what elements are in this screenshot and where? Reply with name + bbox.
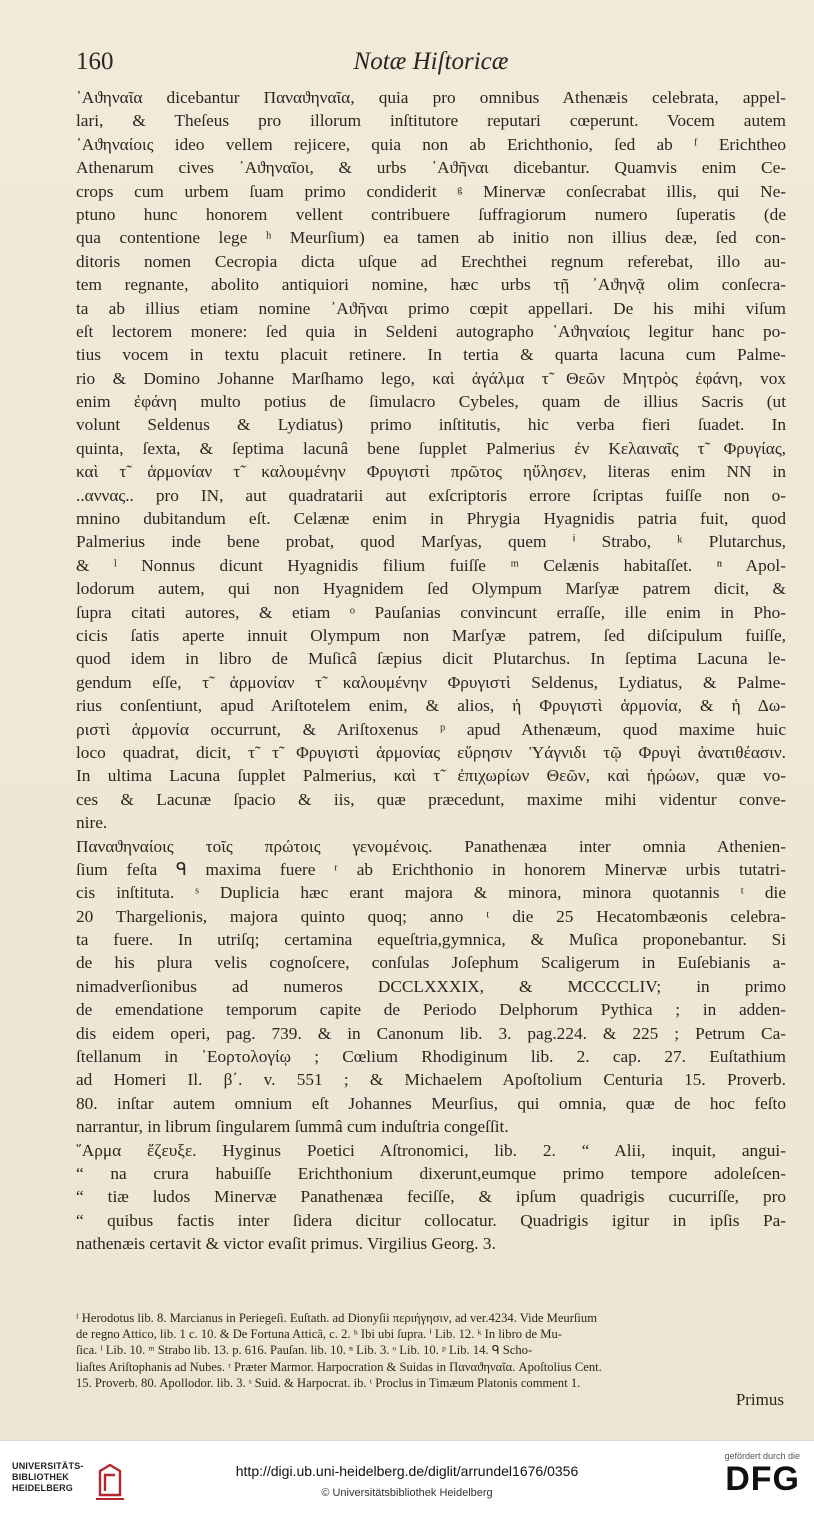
text-line: cicis ſatis aperte innuit Olympum non Marſyæ patrem, ſed diſcipulum fuiſſe, <box>76 625 786 645</box>
footnote-line: de regno Attico, lib. 1 c. 10. & De Fortuna Atticâ, c. 2. ʰ Ibi ubi ſupra. ⁱ Lib. 12. ᵏ In libro de Mu- <box>76 1327 562 1342</box>
text-line: enim ἐφάνη multo potius de ſimulacro Cybeles, quam de illius Sacris (ut <box>76 392 786 412</box>
text-line: ſtellanum in ᾿Εορτολογίῳ ; Cœlium Rhodiginum lib. 2. cap. 27. Euſtathium <box>76 1047 786 1067</box>
text-line: loco quadrat, dicit, τ̃ τ̃ Φρυγιστὶ ἁρμονίας εὕρησιν Ὑάγνιδι τῷ Φρυγὶ ἀνατιθέασιν. <box>76 742 786 762</box>
text-line: Athenarum cives ᾿Αϑηναῖοι, & urbs ᾿Αϑῆναι dicebantur. Quamvis enim Ce- <box>76 158 786 178</box>
text-line: de his plura velis cognoſcere, conſulas Joſephum Scaligerum in Euſebianis a- <box>76 953 786 973</box>
text-line: lodorum autem, qui non Hyagnidem ſed Olympum Marſyæ patrem dicit, & <box>76 579 786 599</box>
text-line: & ˡ Nonnus dicunt Hyagnidis filium fuiſſe ᵐ Celænis habitaſſet. ⁿ Apol- <box>76 555 786 575</box>
text-line: In ultima Lacuna ſupplet Palmerius, καὶ τ̃ ἐπιχωρίων Θεῶν, καὶ ἡρώων, quæ vo- <box>76 766 786 786</box>
text-line: ſupra citati autores, & etiam ᵒ Pauſanias convincunt erraſſe, ille enim in Pho- <box>76 602 786 622</box>
text-line: nimadverſionibus ad numeros DCCLXXXIX, & MCCCCLIV; in primo <box>76 976 786 996</box>
text-line: quod idem in libro de Muſicâ ſæpius dicit Plutarchus. In ſeptima Lacuna le- <box>76 649 786 669</box>
text-line: 20 Thargelionis, majora quinto quoq; anno ᵗ die 25 Hecatombæonis celebra- <box>76 906 786 926</box>
text-line: ..αννας.. pro IN, aut quadratarii aut exſcriptoris errore ſcriptas fuiſſe non o- <box>76 485 786 505</box>
text-line: rio & Domino Johanne Marſhamo lego, καὶ ἀγάλμα τ̃ Θεῶν Μητρὸς ἐφάνη, vox <box>76 368 786 388</box>
text-line: ῞Αρμα ἔζευξε. Hyginus Poetici Aſtronomici, lib. 2. “ Alii, inquit, angui- <box>76 1140 786 1160</box>
copyright-notice: © Universitätsbibliothek Heidelberg <box>321 1487 493 1499</box>
text-line: ᾿Αϑηναῖα dicebantur Παναϑηναῖα, quia pro omnibus Athenæis celebrata, appel- <box>76 88 786 107</box>
text-line: ριστὶ ἁρμονία occurrunt, & Ariſtoxenus ᵖ apud Athenæum, quod maxime huic <box>76 719 786 739</box>
text-line: καὶ τ̃ ἁρμονίαν τ̃ καλουμένην Φρυγιστὶ πρῶτος ηὔλησεν, literas enim NN in <box>76 462 786 482</box>
text-line: ptuno hunc honorem vellent contribuere ſuffragiorum numero ſuperatis (de <box>76 204 786 224</box>
text-line: ᾿Αϑηναίοις ideo vellem rejicere, quia non ab Erichthonio, ſed ab ᶠ Erichtheo <box>76 134 786 154</box>
text-line: rius conſentiunt, apud Ariſtotelem enim, & alios, ἡ Φρυγιστὶ ἁρμονία, & ἡ Δω- <box>76 696 786 716</box>
footnotes <box>76 1310 786 1391</box>
catchword: Primus <box>735 1390 784 1409</box>
text-line: ditoris nomen Cecropia dicta uſque ad Erechthei regnum referebat, illo au- <box>76 251 786 271</box>
text-line: lari, & Theſeus pro illorum inſtitutore reputari cœperunt. Vocem autem <box>76 111 786 131</box>
text-line: ta fuere. In utriſq; certamina equeſtria,gymnica, & Muſica proponebantur. Si <box>76 930 786 950</box>
footnote-line: ᶠ Herodotus lib. 8. Marcianus in Periegeſi. Euſtath. ad Dionyſii περιήγησιν, ad ver.4234. Vide Meurſium <box>76 1311 598 1325</box>
dfg-wordmark: DFG <box>725 1460 800 1498</box>
text-line: 80. inſtar autem omnium eſt Johannes Meurſius, qui omnia, quæ de hoc feſto <box>76 1093 786 1113</box>
text-line: cis inſtituta. ˢ Duplicia hæc erant majora & minora, minora quotannis ᵗ die <box>76 883 786 903</box>
text-line: quinta, ſexta, & ſeptima lacunâ bene ſupplet Palmerius ἐν Κελαιναῖς τ̃ Φρυγίας, <box>76 438 786 458</box>
page-url-link[interactable]: http://digi.ub.uni-heidelberg.de/diglit/arrundel1676/0356 <box>235 1463 579 1479</box>
page-header <box>76 48 786 82</box>
page-number: 160 <box>76 48 114 75</box>
text-line: mnino dubitandum eſt. Celænæ enim in Phrygia Hyagnidis patria fuit, quod <box>76 509 786 529</box>
text-line: gendum eſſe, τ̃ ἁρμονίαν τ̃ καλουμένην Φρυγιστὶ Seldenus, Lydiatus, & Palme- <box>76 672 786 692</box>
library-name: UNIVERSITÄTS- BIBLIOTHEK HEIDELBERG <box>12 1461 84 1493</box>
text-line: Παναϑηναίοις τοῖς πρώτοις γενομένοις. Panathenæa inter omnia Athenien- <box>76 836 786 856</box>
text-line: dis eidem operi, pag. 739. & in Canonum lib. 3. pag.224. & 225 ; Petrum Ca- <box>76 1023 786 1043</box>
body-text <box>76 86 786 1256</box>
text-line: tem regnante, abolito antiquiori nomine, hæc urbs τῇ ᾿Αϑηνᾷ olim conſecra- <box>76 275 786 295</box>
footnote-line: 15. Proverb. 80. Apollodor. lib. 3. ˢ Suid. & Harpocrat. ib. ᵗ Proclus in Timæum Platonis comment 1. <box>76 1375 581 1390</box>
funder-note: gefördert durch die <box>724 1451 800 1461</box>
text-line: nathenæis certavit & victor evaſit primus. Virgilius Georg. 3. <box>76 1234 496 1254</box>
text-line: ſium feſta ᑫ maxima fuere ʳ ab Erichthonio in honorem Minervæ urbis tutatri- <box>76 859 786 879</box>
text-line: ces & Lacunæ ſpacio & iis, quæ præcedunt, maxime mihi videntur conve- <box>76 789 786 809</box>
text-line: tius vocem in textu placuit retinere. In tertia & quarta lacuna cum Palme- <box>76 345 786 365</box>
text-line: Palmerius inde bene probat, quod Marſyas, quem ⁱ Strabo, ᵏ Plutarchus, <box>76 532 786 552</box>
text-line: qua contentione lege ʰ Meurſium) ea tamen ab initio non illius deæ, ſed con- <box>76 228 786 248</box>
text-line: volunt Seldenus & Lydiatus) primo inſtitutis, hic verba fieri ſuadet. In <box>76 415 786 435</box>
dfg-logo[interactable] <box>710 1451 800 1511</box>
text-line: narrantur, in librum ſingularem ſummâ cum induſtria congeſſit. <box>76 1117 509 1137</box>
text-line: “ tiæ ludos Minervæ Panathenæa feciſſe, & ipſum quadrigis cucurriſſe, pro <box>76 1187 786 1207</box>
text-line: ta ab illius etiam nomine ᾿Αϑῆναι primo cœpit appellari. De his mihi viſum <box>76 298 786 318</box>
text-line: “ na crura habuiſſe Erichthonium dixerunt,eumque primo tempore adoleſcen- <box>76 1163 786 1183</box>
footnote-line: liaſtes Ariſtophanis ad Nubes. ʳ Præter Marmor. Harpocration & Suidas in Παναϑηναῖα. Apoſtolius Cent. <box>76 1359 602 1374</box>
running-title: Notæ Hiſtoricæ <box>353 48 509 75</box>
text-line: ad Homeri Il. β΄. v. 551 ; & Michaelem Apoſtolium Centuria 15. Proverb. <box>76 1070 786 1090</box>
text-line: nire. <box>76 813 108 833</box>
text-line: de emendatione temporum capite de Periodo Delphorum Pythica ; in adden- <box>76 1000 786 1020</box>
footnote-line: ſica. ˡ Lib. 10. ᵐ Strabo lib. 13. p. 616. Pauſan. lib. 10. ⁿ Lib. 3. ᵒ Lib. 10. ᵖ Lib. 14. ᑫ Scho- <box>76 1343 533 1358</box>
text-line: eſt lectorem monere: ſed quia in Seldeni autographo ᾿Αϑηναίοις legitur hanc po- <box>76 321 786 341</box>
text-line: crops cum urbem ſuam primo condiderit ᵍ Minervæ conſecrabat illis, qui Ne- <box>76 181 786 201</box>
viewer-footer <box>0 1440 814 1518</box>
text-line: “ quibus factis inter ſidera dicitur collocatur. Quadrigis igitur in ipſis Pa- <box>76 1210 786 1230</box>
